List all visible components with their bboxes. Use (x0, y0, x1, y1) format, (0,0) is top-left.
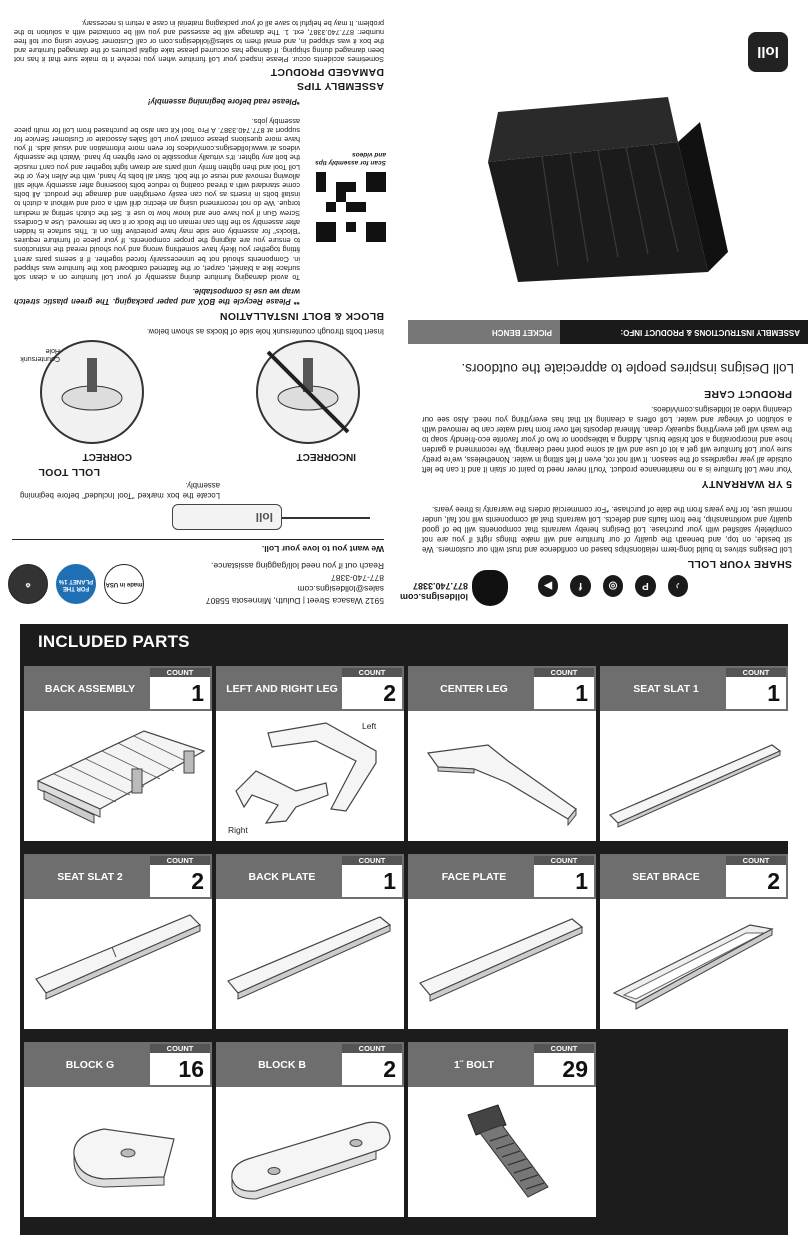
loll-tool-text: Locate the box marked "Tool Included" before beginning assembly. (20, 481, 220, 500)
brand-site: lolldesigns.com (399, 592, 468, 602)
part-card: SEAT BRACE COUNT 2 (600, 854, 788, 1029)
share-heading: SHARE YOUR LOLL (687, 558, 792, 570)
part-count: 2 (383, 680, 396, 706)
bolt-image (408, 1087, 596, 1217)
assembly-tips-lead: *Please read before beginning assembly! (147, 97, 300, 106)
part-count: 2 (191, 868, 204, 894)
leg-label-left: Left (362, 721, 377, 731)
damaged-heading: DAMAGED PRODUCT (270, 66, 384, 78)
certification-badges (4, 556, 144, 604)
part-card: BACK PLATE COUNT 1 (216, 854, 404, 1029)
upside-down-info-panel (0, 0, 808, 612)
one-percent-planet-icon: FOR THE PLANET 1% (56, 564, 96, 604)
leg-label-right: Right (228, 825, 248, 835)
part-card: BLOCK G COUNT 16 (24, 1042, 212, 1217)
loll-tool-heading: LOLL TOOL (38, 466, 100, 478)
part-count: 1 (575, 680, 588, 706)
part-name: CENTER LEG (440, 682, 508, 695)
warranty-text: Loll Designs strives to build long-term relationships based on confidence and trust with our customers. We sit beside, on top, and beneath the quality of our furniture and will make things right if you are not completely satisfied with your purchase. Loll Designs hereby warrants that components will be of good quality and workmanship, free from faults and defects. Loll warrants that all components will not fail, under normal use, for five years from the date of purchase. *For commercial orders the warranty is three years. (422, 505, 792, 554)
back-assembly-image (24, 711, 212, 841)
part-count: 1 (575, 868, 588, 894)
center-leg-image (408, 711, 596, 841)
included-parts-title: INCLUDED PARTS (38, 632, 190, 651)
part-name: SEAT SLAT 2 (57, 870, 123, 883)
product-name: PICKET BENCH (408, 320, 560, 344)
part-count: 2 (767, 868, 780, 894)
brand-header (399, 570, 508, 606)
part-name: SEAT SLAT 1 (633, 682, 699, 695)
part-count: 1 (767, 680, 780, 706)
product-info-label: ASSEMBLY INSTRUCTIONS & PRODUCT INFO: (560, 320, 808, 344)
part-card: FACE PLATE COUNT 1 (408, 854, 596, 1029)
company-address: 5912 Wasaca Street | Duluth, Minnesota 55807 sales@lolldesigns.com 877-740-3387 Reach out if you need loll/gagging assistance. (205, 561, 384, 606)
instagram-icon[interactable]: ◎ (603, 575, 623, 597)
block-g-image (24, 1087, 212, 1217)
part-card: CENTER LEG COUNT 1 (408, 666, 596, 841)
qr-caption: Scan for assembly tips and videos (315, 151, 386, 166)
part-name: LEFT AND RIGHT LEG (226, 682, 338, 695)
block-b-image (216, 1087, 404, 1217)
back-plate-image (216, 899, 404, 1029)
seat-slat-2-image (24, 899, 212, 1029)
part-name: 1˝ BOLT (453, 1058, 495, 1071)
part-count: 16 (178, 1056, 204, 1082)
part-count: 2 (383, 1056, 396, 1082)
block-bolt-heading: BLOCK & BOLT INSTALLATION (219, 310, 384, 322)
incorrect-label: INCORRECT (296, 451, 356, 462)
tagline: Loll Designs inspires people to appreciate the outdoors. (461, 361, 794, 376)
made-in-usa-icon: made in USA (104, 564, 144, 604)
block-bolt-text: Insert bolts through countersunk hole side of blocks as shown below. (146, 327, 384, 336)
loll-tool-image: loll (172, 504, 282, 530)
bench-photo (468, 92, 748, 312)
love-line: We want you to love your Loll. (261, 544, 384, 554)
care-heading: PRODUCT CARE (703, 388, 792, 400)
part-card: BACK ASSEMBLY COUNT 1 (24, 666, 212, 841)
loll-logo-icon (472, 570, 508, 606)
part-count: 1 (191, 680, 204, 706)
part-card: 1˝ BOLT COUNT 29 (408, 1042, 596, 1217)
assembly-tips-text: To avoid damaging furniture during assembly of your Loll furniture on a clean soft surface like a blanket, carpet, or the flattened cardboard box the furniture was shipped in. Components should not be unnecessarily forced together. If it seems parts aren't fitting together you likely have something wrong and you should reread the instructions to ensure you are aligning the proper components. If your piece of furniture requires "Blocks" for assembly one side may have protective film on it. This surface is hidden after assembly so the film can remain on the block or it can be removed. Use a Cordless Screw Gun if you have one and know how to use it. Set the clutch setting at medium torque. We do not recommend using an electric drill with a cord and without a clutch to install bolts in inserts as you can easily overtighten and damage the product. All bolts come standard with a thread coating to reduce bolts loosening after assembly while still allowing removal and reuse of the bolt. Start all bolts by hand, with the Allen Key, or the Loll Tool and then tighten firmly until parts are drawn tight together and you can't muscle the bolt any tighter. It's virtually impossible to over tighten by hand. Watch the assembly videos at www.lolldesigns.com/videos for even more information and visual aids. If you have more questions please contact your Loll Sales Associate or Customer Service for support at 877.740.3387. A Pro Tool Kit can also be purchased from Loll for multi piece assembly jobs. (14, 116, 300, 282)
assembly-tips-heading: ASSEMBLY TIPS (296, 80, 384, 92)
instructions-column (0, 0, 400, 612)
recycle-icon: ♻ (8, 564, 48, 604)
part-name: SEAT BRACE (632, 870, 700, 883)
part-card: SEAT SLAT 1 COUNT 1 (600, 666, 788, 841)
loll-logo-badge: loll (748, 32, 788, 72)
seat-brace-image (600, 899, 788, 1029)
part-card: LEFT AND RIGHT LEG COUNT 2 Left Right (216, 666, 404, 841)
correct-label: CORRECT (82, 451, 132, 462)
damaged-text: Sometimes accidents occur. Please inspect your Loll furniture when you receive it to make sure that it has not been damaged during shipping. If damage has occurred please take digital pictures of the damaged furniture and the box it was shipped in, and email them to sales@lolldesigns.com or call Customer Service using our toll free number: 877.740.3387, ext. 1. The damage will be assessed and you will be contacted with a solution to the problem. It may be helpful to save all of your packaging material in case a return is necessary. (14, 19, 384, 64)
face-plate-image (408, 899, 596, 1029)
left-right-leg-image (216, 711, 404, 841)
care-text: Your new Loll furniture is a no maintenance product. You'll never need to paint or stain it and it can be left outside all year regardless of the season. It will not rot, even if left sitting in water. Nonetheless, we're pretty sure your Loll furniture will get a lot of use and will at some point need cleaning. We recommend a garden hose and incorporating a soft bristle brush. Adding a tablespoon or two of your favorite eco-friendly soap to the wash will get everything squeaky clean. Mineral deposits left over from hard water can be removed with a solution of vinegar and water. Loll offers a cleaning kit that has everything you need. Also see our cleaning video at lolldesigns.com/videos. (422, 405, 792, 474)
recycle-note: ** Please Recycle the BOX and paper packaging. The green plastic stretch wrap we use is compostable. (14, 287, 300, 306)
part-card: BLOCK B COUNT 2 (216, 1042, 404, 1217)
part-name: FACE PLATE (441, 870, 507, 883)
facebook-icon[interactable]: f (570, 575, 590, 597)
part-name: BLOCK G (65, 1058, 115, 1071)
tiktok-icon[interactable]: ♪ (668, 575, 688, 597)
included-parts-panel (20, 624, 788, 1235)
social-icons (538, 572, 688, 600)
seat-slat-1-image (600, 711, 788, 841)
youtube-icon[interactable]: ▶ (538, 575, 558, 597)
part-card: SEAT SLAT 2 COUNT 2 (24, 854, 212, 1029)
part-name: BACK ASSEMBLY (44, 682, 136, 695)
warranty-heading: 5 YR WARRANTY (701, 478, 792, 490)
part-count: 1 (383, 868, 396, 894)
countersunk-hole-label: Countersunk Hole (20, 347, 60, 362)
part-count: 29 (562, 1056, 588, 1082)
incorrect-diagram (256, 340, 360, 444)
qr-code-icon[interactable] (316, 172, 386, 242)
brand-phone: 877.740.3387 (412, 581, 468, 591)
product-info-bar (408, 320, 808, 344)
product-info-column (399, 0, 808, 612)
part-name: BACK PLATE (248, 870, 316, 883)
part-name: BLOCK B (258, 1058, 306, 1071)
pinterest-icon[interactable]: P (635, 575, 655, 597)
